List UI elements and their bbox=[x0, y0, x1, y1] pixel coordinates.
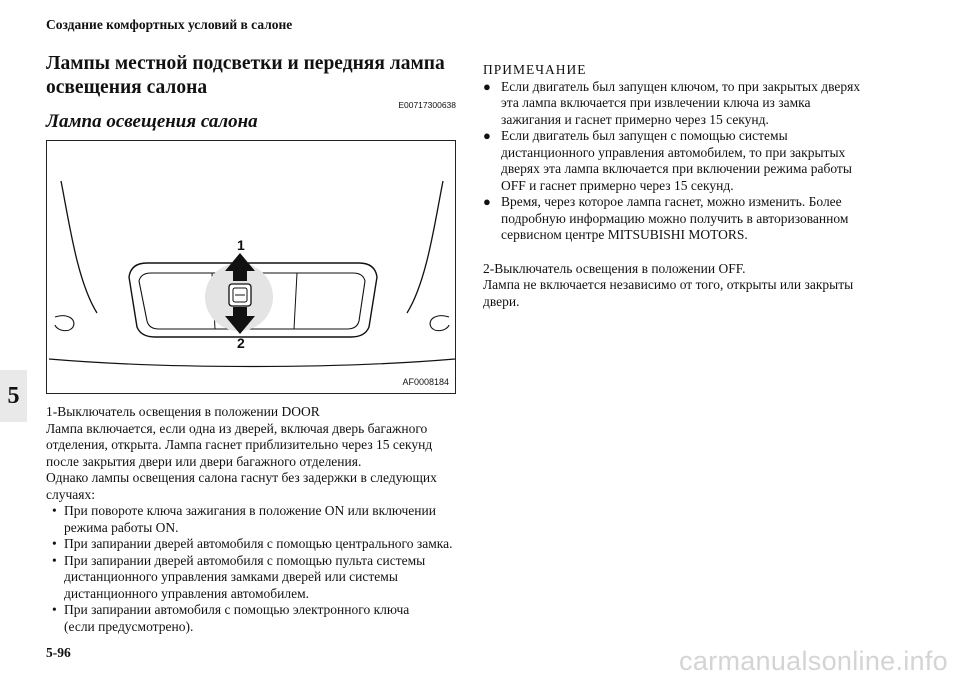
exceptions-list bbox=[46, 503, 458, 635]
list-item bbox=[483, 128, 903, 194]
spacer bbox=[483, 244, 903, 261]
list-item bbox=[46, 553, 458, 603]
watermark: carmanualsonline.info bbox=[679, 646, 948, 676]
note-line: Если двигатель был запущен с помощью системы bbox=[501, 128, 788, 143]
note-line: OFF и гаснет примерно через 15 секунд. bbox=[501, 177, 734, 193]
note-line: Время, через которое лампа гаснет, можно изменить. Более bbox=[501, 194, 842, 209]
item1-line: отделения, открыта. Лампа гаснет приблизительно через 15 секунд bbox=[46, 437, 433, 452]
list-item-line: дистанционного управления замками дверей или системы bbox=[64, 569, 398, 584]
section-header bbox=[46, 52, 456, 133]
list-item-line: При запирании дверей автомобиля с помощью пульта системы bbox=[64, 552, 426, 568]
item2-line: Лампа не включается независимо от того, открыты или закрыты bbox=[483, 277, 854, 292]
note-list bbox=[483, 79, 903, 244]
left-body-text bbox=[46, 404, 458, 635]
list-item-line: (если предусмотрено). bbox=[64, 618, 194, 634]
list-item bbox=[46, 602, 458, 635]
right-column bbox=[483, 62, 903, 310]
running-header: Создание комфортных условий в салоне bbox=[46, 17, 293, 32]
note-title: ПРИМЕЧАНИЕ bbox=[483, 62, 587, 77]
section-heading bbox=[46, 52, 456, 100]
item1-line: случаях: bbox=[46, 486, 95, 502]
item1-paragraph bbox=[46, 421, 458, 504]
note-line: дистанционного управления автомобилем, то при закрытых bbox=[501, 144, 846, 160]
section-heading-line1: Лампы местной подсветки и передняя лампа bbox=[46, 53, 445, 74]
item1-line: Лампа включается, если одна из дверей, включая дверь багажного bbox=[46, 420, 428, 436]
callout-2: 2 bbox=[237, 335, 245, 351]
figure-code: AF0008184 bbox=[402, 377, 449, 387]
list-item bbox=[483, 194, 903, 244]
list-item bbox=[483, 79, 903, 129]
list-item bbox=[46, 503, 458, 536]
item1-line: после закрытия двери или двери багажного отделения. bbox=[46, 453, 362, 469]
note-line: подробную информацию можно получить в авторизованном bbox=[501, 210, 849, 226]
list-item-line: При запирании автомобиля с помощью электронного ключа bbox=[64, 602, 410, 617]
section-code: E00717300638 bbox=[398, 100, 456, 110]
callout-1: 1 bbox=[237, 237, 245, 253]
page-number: 5-96 bbox=[46, 645, 71, 660]
lamp-figure bbox=[46, 140, 456, 394]
list-item-line: дистанционного управления автомобилем. bbox=[64, 585, 310, 601]
note-line: эта лампа включается при извлечении ключа из замка bbox=[501, 95, 811, 110]
list-item bbox=[46, 536, 458, 553]
item1-title: 1-Выключатель освещения в положении DOOR bbox=[46, 404, 320, 419]
note-line: Если двигатель был запущен ключом, то при закрытых дверях bbox=[501, 78, 861, 94]
list-item-line: При запирании дверей автомобиля с помощью центрального замка. bbox=[64, 536, 453, 551]
item1-line: Однако лампы освещения салона гаснут без задержки в следующих bbox=[46, 470, 437, 485]
sub-heading: Лампа освещения салона bbox=[46, 111, 258, 132]
lamp-illustration bbox=[47, 141, 456, 394]
note-line: сервисном центре MITSUBISHI MOTORS. bbox=[501, 227, 748, 242]
item2-line: двери. bbox=[483, 293, 520, 309]
note-line: зажигания и гаснет примерно через 15 секунд. bbox=[501, 111, 769, 127]
chapter-tab: 5 bbox=[0, 370, 27, 422]
section-heading-line2: освещения салона bbox=[46, 77, 208, 98]
list-item-line: режима работы ON. bbox=[64, 519, 179, 535]
item2-title: 2-Выключатель освещения в положении OFF. bbox=[483, 260, 746, 276]
item2-paragraph bbox=[483, 277, 903, 310]
note-line: дверях эта лампа включается при включении режима работы bbox=[501, 161, 852, 176]
list-item-line: При повороте ключа зажигания в положение ON или включении bbox=[64, 503, 436, 518]
